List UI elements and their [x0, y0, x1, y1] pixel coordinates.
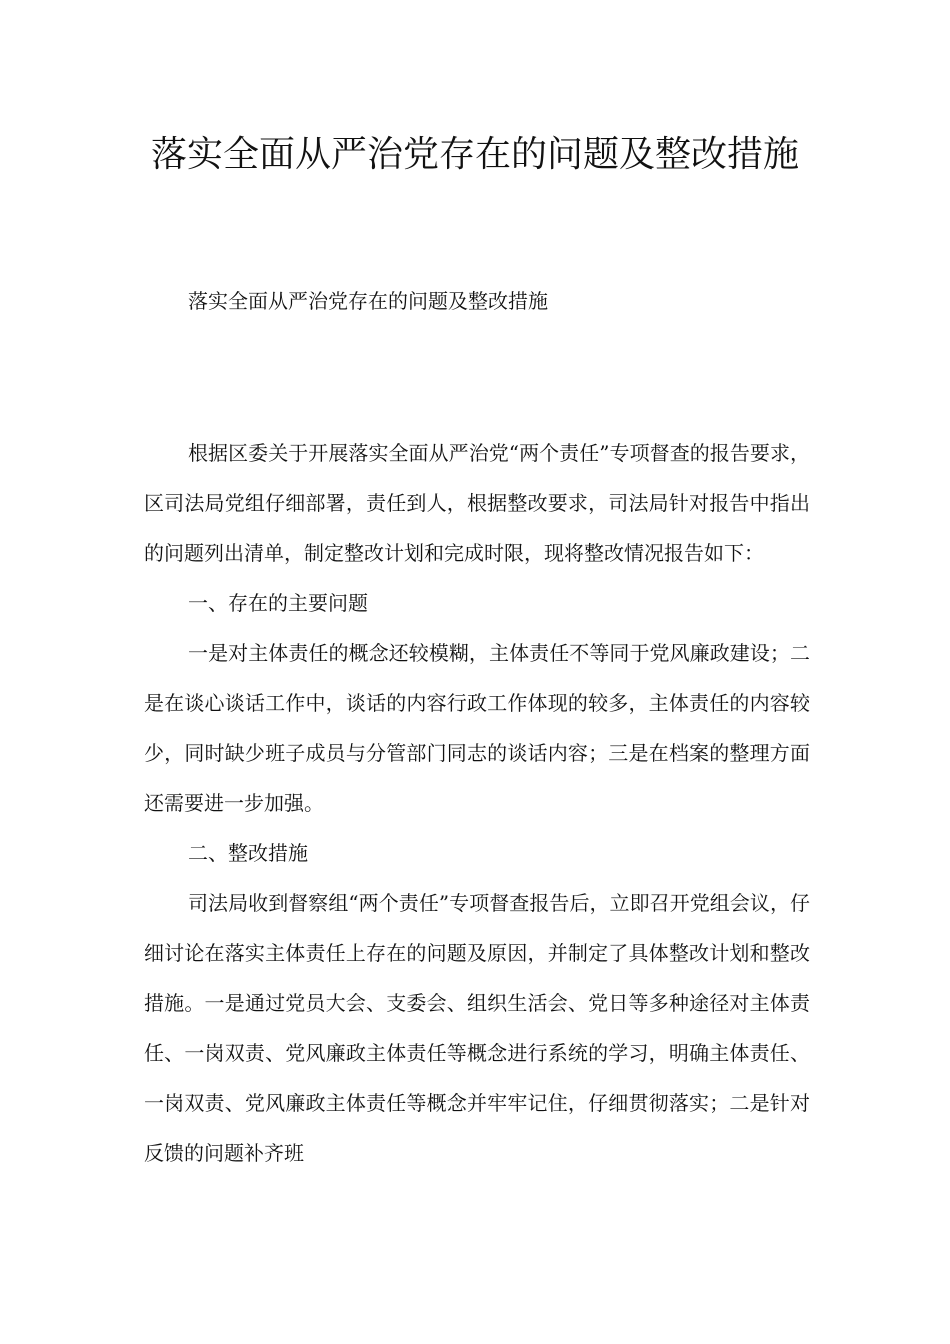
section-heading-measures: 二、整改措施	[188, 841, 308, 865]
document-body	[144, 428, 810, 1178]
document-title: 落实全面从严治党存在的问题及整改措施	[150, 134, 799, 175]
document-subtitle: 落实全面从严治党存在的问题及整改措施	[188, 289, 548, 313]
body-paragraph-intro: 根据区委关于开展落实全面从严治党“两个责任”专项督查的报告要求，区司法局党组仔细部署，责任到人，根据整改要求，司法局针对报告中指出的问题列出清单，制定整改计划和完成时限，现将整改情况报告如下：	[144, 441, 810, 565]
body-paragraph-measures: 司法局收到督察组“两个责任”专项督查报告后，立即召开党组会议，仔细讨论在落实主体责任上存在的问题及原因，并制定了具体整改计划和整改措施。一是通过党员大会、支委会、组织生活会、党日等多种途径对主体责任、一岗双责、党风廉政主体责任等概念进行系统的学习，明确主体责任、一岗双责、党风廉政主体责任等概念并牢牢记住，仔细贯彻落实；二是针对反馈的问题补齐班	[144, 891, 810, 1165]
body-paragraph-problems: 一是对主体责任的概念还较模糊，主体责任不等同于党风廉政建设；二是在谈心谈话工作中，谈话的内容行政工作体现的较多，主体责任的内容较少，同时缺少班子成员与分管部门同志的谈话内容；三是在档案的整理方面还需要进一步加强。	[144, 641, 810, 815]
section-heading-problems: 一、存在的主要问题	[188, 591, 368, 615]
